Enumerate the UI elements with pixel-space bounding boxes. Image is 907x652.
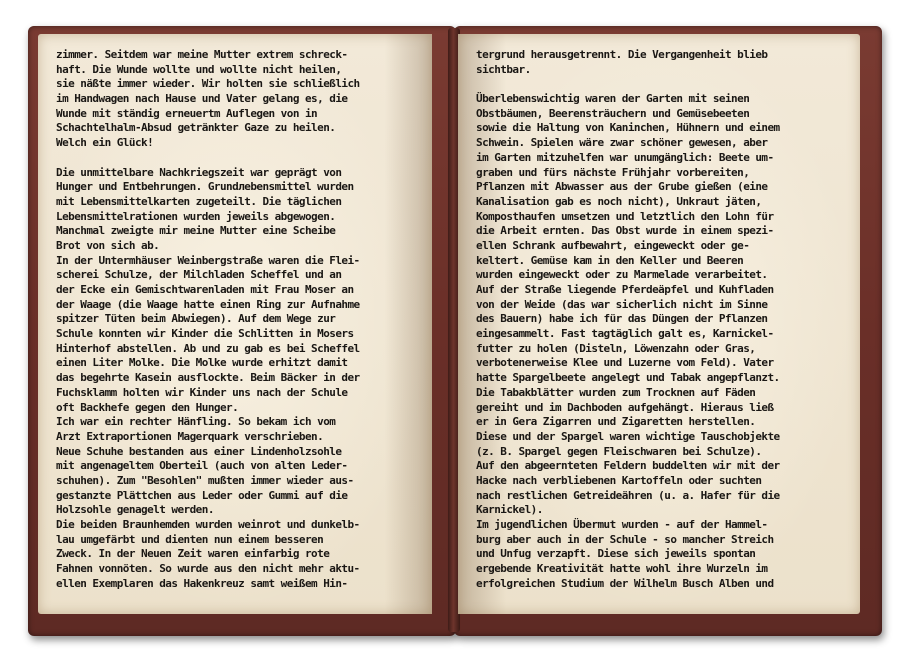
- text-line: und Unfug verzapft. Diese sich jeweils spontan: [476, 547, 756, 561]
- text-line: burg aber auch in der Schule - so mancher Streich: [476, 532, 774, 546]
- text-line: Manchmal zweigte mir meine Mutter eine Scheibe: [56, 224, 336, 238]
- text-line: Schachtelhalm-Absud getränkter Gaze zu heilen.: [56, 121, 336, 135]
- text-line: nach restlichen Getreideähren (u. a. Hafer für die: [476, 488, 780, 502]
- text-line: Die beiden Braunhemden wurden weinrot und dunkelb-: [56, 518, 360, 531]
- text-line: Karnickel).: [476, 503, 543, 517]
- text-line: ellen Exemplaren das Hakenkreuz samt weißem Hin-: [56, 576, 348, 590]
- text-line: eingesammelt. Fast tagtäglich galt es, Karnickel-: [476, 327, 774, 341]
- text-line: wurden eingeweckt oder zu Marmelade verarbeitet.: [476, 268, 768, 282]
- text-line: Lebensmittelrationen wurden jeweils abgewogen.: [56, 209, 336, 223]
- text-line: Arzt Extraportionen Magerquark verschrieben.: [56, 429, 324, 443]
- text-line: lau umgefärbt und dienten nun einem besseren: [56, 532, 324, 546]
- text-line: gestanzte Plättchen aus Leder oder Gummi auf die: [56, 488, 348, 502]
- right-page: [458, 34, 860, 614]
- text-line: Auf den abgeernteten Feldern buddelten wir mit der: [476, 459, 780, 473]
- text-line: ergebende Kreativität hatte wohl ihre Wurzeln im: [476, 562, 768, 576]
- text-line: gereiht und im Dachboden aufgehängt. Hieraus ließ: [476, 400, 774, 414]
- text-line: Fahnen vonnöten. So wurde aus den nicht mehr aktu-: [56, 562, 360, 576]
- text-line: Diese und der Spargel waren wichtige Tauschobjekte: [476, 429, 780, 443]
- left-page: [38, 34, 432, 614]
- text-line: er in Gera Zigarren und Zigaretten herstellen.: [476, 415, 756, 429]
- text-line: im Handwagen nach Hause und Vater gelang es, die: [56, 92, 348, 106]
- text-line: spitzer Tüten beim Abwiegen). Auf dem Wege zur: [56, 312, 336, 326]
- text-line: Welch ein Glück!: [56, 136, 154, 150]
- text-line: von der Weide (das war sicherlich nicht im Sinne: [476, 297, 768, 311]
- text-line: Neue Schuhe bestanden aus einer Lindenholzsohle: [56, 444, 342, 458]
- text-line: schuhen). Zum "Besohlen" mußten immer wieder aus-: [56, 473, 354, 487]
- text-line: einen Liter Molke. Die Molke wurde erhitzt damit: [56, 356, 348, 370]
- text-line: verbotenerweise Klee und Luzerne vom Feld). Vater: [476, 356, 774, 370]
- open-book: [28, 26, 880, 638]
- text-line: mit Lebensmittelkarten zugeteilt. Die täglichen: [56, 194, 342, 208]
- text-line: Wunde mit ständig erneuertm Auflegen von in: [56, 106, 318, 120]
- text-line: scherei Schulze, der Milchladen Scheffel und an: [56, 268, 342, 282]
- text-line: Brot von sich ab.: [56, 238, 160, 252]
- text-line: haft. Die Wunde wollte und wollte nicht heilen,: [56, 62, 342, 76]
- text-line: Schule konnten wir Kinder die Schlitten in Mosers: [56, 327, 354, 341]
- text-line: sichtbar.: [476, 62, 531, 76]
- text-line: graben und fürs nächste Frühjahr vorbereiten,: [476, 165, 750, 179]
- text-line: Zweck. In der Neuen Zeit waren einfarbig rote: [56, 547, 330, 561]
- text-line: Die unmittelbare Nachkriegszeit war geprägt von: [56, 165, 342, 179]
- text-line: Im jugendlichen Übermut wurden - auf der Hammel-: [476, 518, 768, 531]
- text-line: erfolgreichen Studium der Wilhelm Busch Alben und: [476, 576, 774, 590]
- text-line: des Bauern) habe ich für das Düngen der Pflanzen: [476, 312, 768, 326]
- text-line: [476, 77, 850, 92]
- text-line: Hinterhof abstellen. Ab und zu gab es bei Scheffel: [56, 341, 360, 355]
- text-line: Hacke nach verbliebenen Kartoffeln oder suchten: [476, 473, 762, 487]
- text-line: oft Backhefe gegen den Hunger.: [56, 400, 239, 414]
- text-line: Komposthaufen umsetzen und letztlich den Lohn für: [476, 209, 774, 223]
- text-line: Hunger und Entbehrungen. Grundлebensmittel wurden: [56, 180, 354, 194]
- text-line: Kanalisation gab es noch nicht), Unkraut jäten,: [476, 194, 762, 208]
- text-line: keltert. Gemüse kam in den Keller und Beeren: [476, 253, 744, 267]
- text-line: tergrund herausgetrennt. Die Vergangenheit blieb: [476, 48, 768, 61]
- right-page-text: [476, 48, 850, 591]
- text-line: Holzsohle genagelt werden.: [56, 503, 214, 517]
- text-line: Überlebenswichtig waren der Garten mit seinen: [476, 92, 750, 106]
- left-page-text: [56, 48, 422, 591]
- text-line: Obstbäumen, Beerensträuchern und Gemüsebeeten: [476, 106, 750, 120]
- text-line: sie näßte immer wieder. Wir holten sie schließlich: [56, 77, 360, 91]
- text-line: Fuchsklamm holten wir Kinder uns nach der Schule: [56, 385, 348, 399]
- text-line: (z. B. Spargel gegen Fleischwaren bei Schulze).: [476, 444, 762, 458]
- text-line: der Ecke ein Gemischtwarenladen mit Frau Moser an: [56, 283, 354, 296]
- text-line: Auf der Straße liegende Pferdeäpfel und Kuhfladen: [476, 283, 774, 296]
- text-line: mit angenageltem Oberteil (auch von alten Leder-: [56, 459, 348, 473]
- text-line: im Garten mitzuhelfen war unumgänglich: Beete um-: [476, 150, 774, 164]
- text-line: Die Tabakblätter wurden zum Trocknen auf Fäden: [476, 385, 756, 399]
- text-line: In der Untermhäuser Weinbergstraße waren die Flei-: [56, 253, 360, 267]
- text-line: zimmer. Seitdem war meine Mutter extrem schreck-: [56, 48, 348, 61]
- text-line: das begehrte Kasein ausflockte. Beim Bäcker in der: [56, 371, 360, 385]
- text-line: der Waage (die Waage hatte einen Ring zur Aufnahme: [56, 297, 360, 311]
- text-line: [56, 151, 422, 166]
- text-line: Pflanzen mit Abwasser aus der Grube gießen (eine: [476, 180, 768, 194]
- text-line: hatte Spargelbeete angelegt und Tabak angepflanzt.: [476, 371, 780, 385]
- text-line: sowie die Haltung von Kaninchen, Hühnern und einem: [476, 121, 780, 135]
- text-line: ellen Schrank aufbewahrt, eingeweckt oder ge-: [476, 238, 750, 252]
- text-line: Ich war ein rechter Hänfling. So bekam ich vom: [56, 415, 336, 429]
- text-line: futter zu holen (Disteln, Löwenzahn oder Gras,: [476, 341, 756, 355]
- text-line: Schwein. Spielen wäre zwar schöner gewesen, aber: [476, 136, 768, 150]
- text-line: die Arbeit ernten. Das Obst wurde in einem spezi-: [476, 224, 774, 238]
